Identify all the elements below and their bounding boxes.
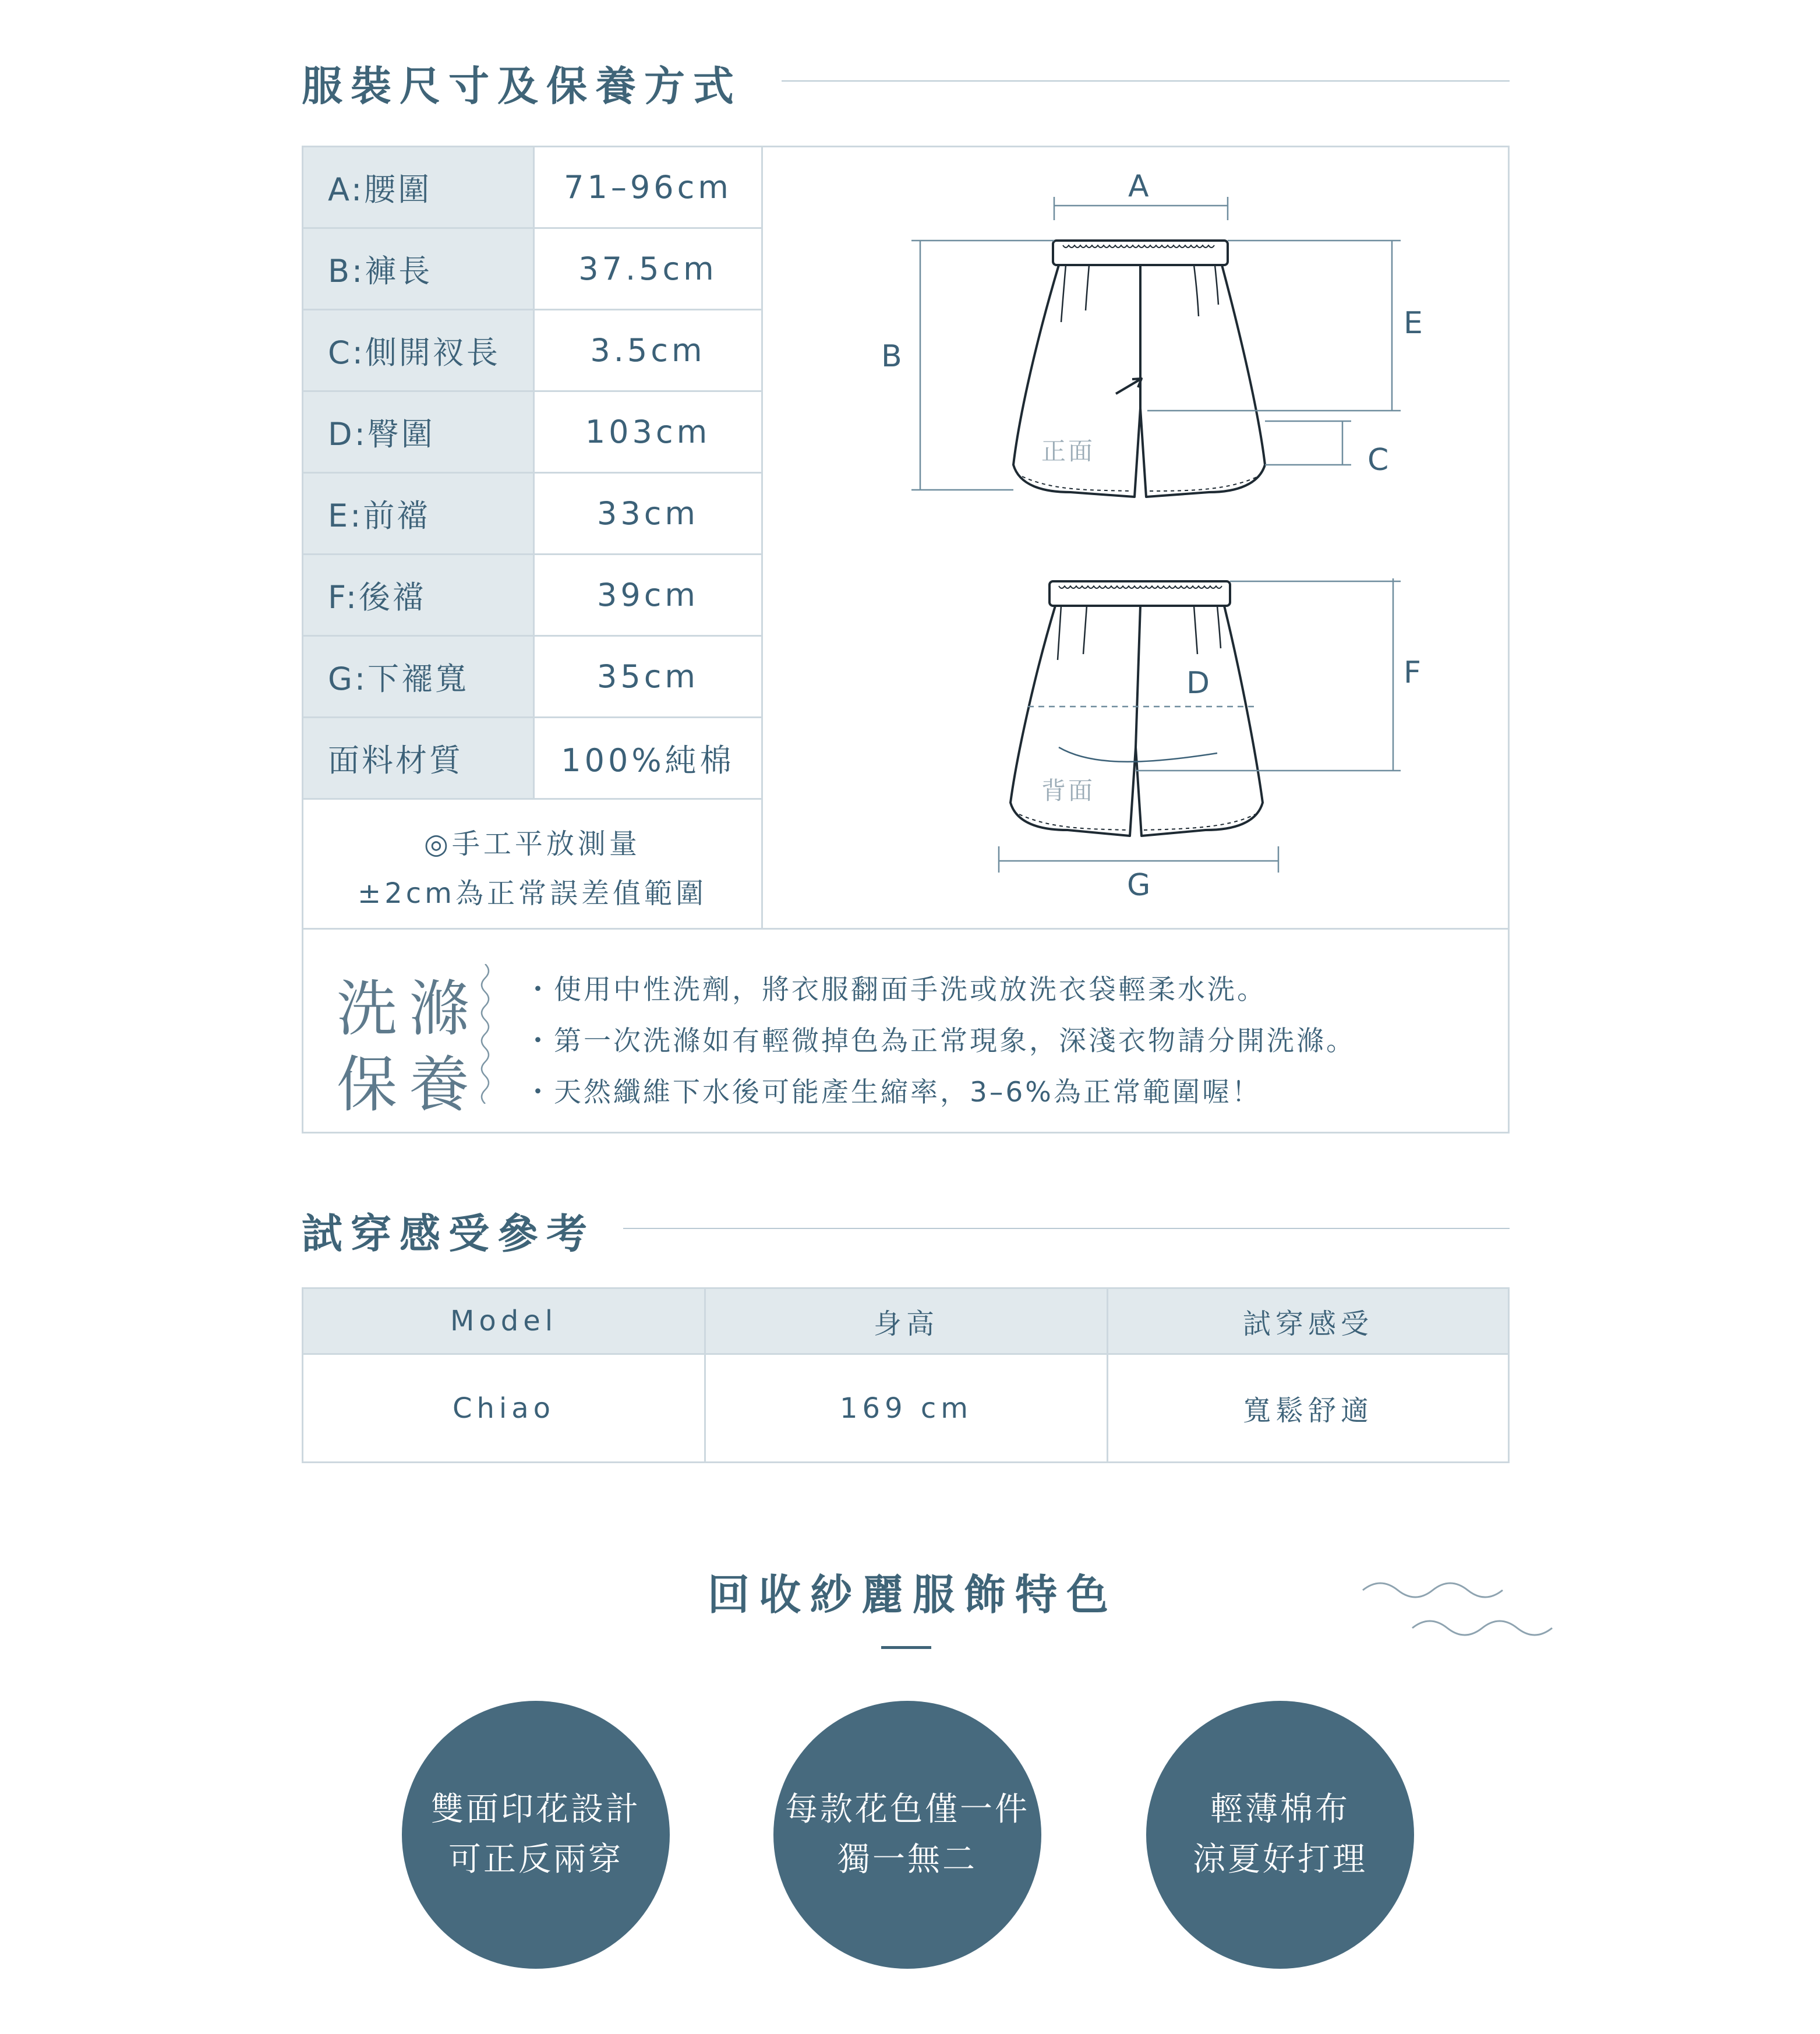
care-heading-wash: 洗滌 [337,973,482,1044]
size-label-length: B:褲長 [303,229,533,309]
fit-reference-section-title: 試穿感受參考 [302,1210,595,1258]
model-table-header-height: 身高 [706,1289,1107,1353]
diagram-letter-c: C [1367,443,1389,478]
feature-text: 每款花色僅一件 [785,1791,1030,1828]
feature-text: 涼夏好打理 [1193,1841,1367,1878]
measure-note-line1: ◎手工平放測量 [424,828,641,860]
features-title-underline [881,1646,931,1649]
size-value-slit: 3.5cm [590,332,706,369]
features-title: 回收紗麗服飾特色 [708,1570,1118,1619]
table-divider [303,390,761,392]
table-divider [303,227,761,229]
size-care-section-title: 服裝尺寸及保養方式 [302,62,742,110]
size-label-front-rise: E:前襠 [303,474,533,553]
size-value-fabric: 100%純棉 [561,742,735,779]
diagram-letter-e: E [1404,306,1423,341]
diagram-letter-d: D [1186,666,1210,701]
size-value-back-rise: 39cm [596,577,699,613]
model-table-header-model: Model [303,1289,704,1353]
table-divider [303,635,761,637]
diagram-letter-f: F [1404,655,1421,690]
feature-circle-reversible [402,1701,670,1969]
care-item: ・天然纖維下水後可能產生縮率，3–6%為正常範圍喔！ [524,1076,1261,1108]
size-value-hip: 103cm [585,414,711,450]
table-divider [303,1353,1508,1355]
size-label-back-rise: F:後襠 [303,555,533,635]
feature-text: 輕薄棉布 [1210,1791,1350,1828]
table-divider [303,309,761,310]
front-view-label: 正面 [1041,437,1095,465]
feature-text: 雙面印花設計 [431,1791,641,1828]
size-label-hem: G:下襬寬 [303,637,533,716]
size-label-fabric: 面料材質 [303,718,533,798]
size-value-front-rise: 33cm [596,495,699,532]
care-item: ・第一次洗滌如有輕微掉色為正常現象，深淺衣物請分開洗滌。 [524,1025,1356,1057]
shorts-diagram [763,147,1508,928]
model-height-cell: 169 cm [839,1392,973,1425]
model-fit-cell: 寬鬆舒適 [1242,1394,1373,1427]
feature-circle-lightweight [1146,1701,1414,1969]
care-item: ・使用中性洗劑，將衣服翻面手洗或放洗衣袋輕柔水洗。 [524,974,1267,1006]
size-label-waist: A:腰圍 [303,147,533,227]
section-title-rule [782,80,1510,82]
size-label-hip: D:臀圍 [303,392,533,472]
table-divider [1107,1289,1108,1461]
size-value-waist: 71–96cm [564,169,732,206]
feature-text: 獨一無二 [837,1841,977,1878]
table-divider [303,553,761,555]
diagram-letter-a: A [1128,169,1149,204]
feature-circle-unique [773,1701,1041,1969]
table-divider [303,798,761,800]
diagram-letter-g: G [1127,868,1151,903]
table-divider [303,928,1508,930]
table-divider [704,1289,706,1461]
table-divider [303,716,761,718]
feature-text: 可正反兩穿 [448,1841,623,1878]
model-name-cell: Chiao [452,1392,556,1425]
back-view-label: 背面 [1041,776,1095,805]
diagram-letter-b: B [881,339,902,374]
section-title-rule [623,1228,1510,1229]
model-table-header-fit: 試穿感受 [1108,1289,1508,1353]
wavy-divider-icon [476,964,494,1104]
size-label-slit: C:側開衩長 [303,310,533,390]
decorative-wave-icon [1357,1573,1602,1648]
care-heading-maintain: 保養 [337,1049,482,1120]
table-divider [303,472,761,474]
size-value-length: 37.5cm [578,250,718,287]
size-value-hem: 35cm [596,658,699,695]
measure-note-line2: ±2cm為正常誤差值範圍 [358,877,707,910]
